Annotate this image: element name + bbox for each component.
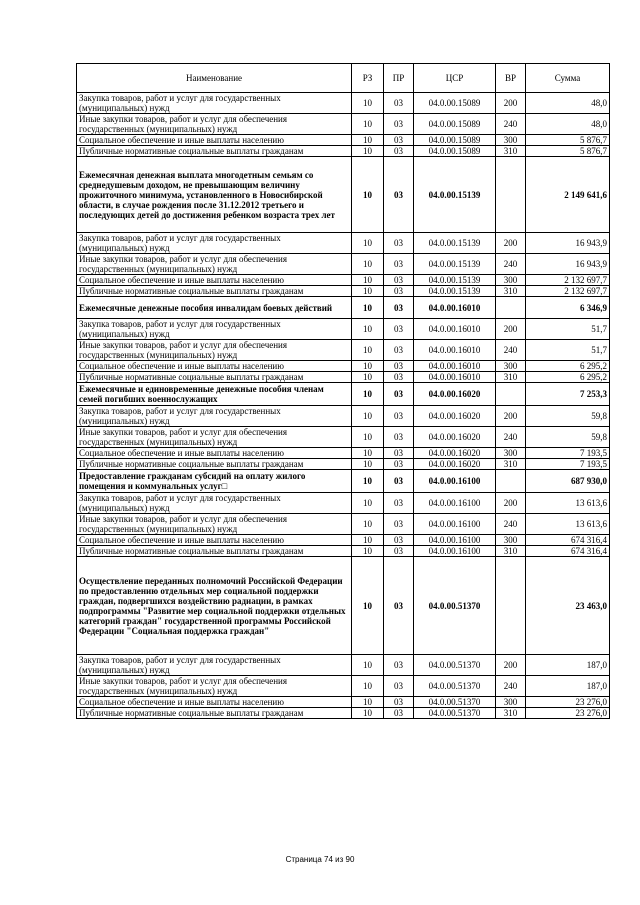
cell-name: Иные закупки товаров, работ и услуг для обеспечения государственных (муниципальных) нужд (77, 254, 352, 275)
cell-rz: 10 (352, 361, 384, 372)
cell-sum: 13 613,6 (526, 514, 610, 535)
cell-vr: 310 (496, 546, 526, 557)
cell-rz: 10 (352, 493, 384, 514)
cell-vr: 310 (496, 372, 526, 383)
table-row (77, 546, 610, 557)
table-header-row (77, 64, 610, 93)
page-footer: Страница 74 из 90 (285, 855, 355, 864)
table-row (77, 708, 610, 719)
cell-csr: 04.0.00.15139 (414, 157, 496, 233)
table-row (77, 135, 610, 146)
cell-sum: 6 295,2 (526, 361, 610, 372)
cell-name: Закупка товаров, работ и услуг для государственных (муниципальных) нужд (77, 655, 352, 676)
cell-rz: 10 (352, 146, 384, 157)
cell-rz: 10 (352, 655, 384, 676)
cell-pr: 03 (384, 470, 414, 493)
table-row (77, 93, 610, 114)
cell-csr: 04.0.00.15139 (414, 286, 496, 297)
table-row (77, 427, 610, 448)
header-vr: ВР (496, 64, 526, 93)
cell-name: Публичные нормативные социальные выплаты гражданам (77, 286, 352, 297)
cell-sum: 23 276,0 (526, 708, 610, 719)
cell-vr: 200 (496, 655, 526, 676)
cell-name: Публичные нормативные социальные выплаты гражданам (77, 546, 352, 557)
cell-rz: 10 (352, 372, 384, 383)
cell-name: Иные закупки товаров, работ и услуг для обеспечения государственных (муниципальных) нужд (77, 427, 352, 448)
cell-name: Иные закупки товаров, работ и услуг для обеспечения государственных (муниципальных) нужд (77, 514, 352, 535)
cell-name: Социальное обеспечение и иные выплаты населению (77, 697, 352, 708)
cell-rz: 10 (352, 546, 384, 557)
cell-vr: 310 (496, 459, 526, 470)
cell-rz: 10 (352, 448, 384, 459)
cell-sum: 5 876,7 (526, 146, 610, 157)
cell-rz: 10 (352, 93, 384, 114)
cell-pr: 03 (384, 286, 414, 297)
cell-name: Закупка товаров, работ и услуг для государственных (муниципальных) нужд (77, 493, 352, 514)
cell-pr: 03 (384, 427, 414, 448)
cell-pr: 03 (384, 146, 414, 157)
header-pr: ПР (384, 64, 414, 93)
cell-rz: 10 (352, 114, 384, 135)
cell-pr: 03 (384, 361, 414, 372)
cell-vr: 300 (496, 361, 526, 372)
table-row (77, 319, 610, 340)
cell-pr: 03 (384, 135, 414, 146)
cell-vr (496, 383, 526, 406)
table-row (77, 448, 610, 459)
cell-pr: 03 (384, 406, 414, 427)
cell-vr: 240 (496, 340, 526, 361)
table-row (77, 514, 610, 535)
cell-name: Социальное обеспечение и иные выплаты населению (77, 361, 352, 372)
cell-name: Публичные нормативные социальные выплаты гражданам (77, 372, 352, 383)
cell-pr: 03 (384, 340, 414, 361)
cell-name: Ежемесячные денежные пособия инвалидам боевых действий (77, 297, 352, 319)
table-row (77, 340, 610, 361)
cell-sum: 7 193,5 (526, 448, 610, 459)
cell-rz: 10 (352, 135, 384, 146)
cell-rz: 10 (352, 383, 384, 406)
cell-rz: 10 (352, 535, 384, 546)
cell-pr: 03 (384, 546, 414, 557)
cell-sum: 7 193,5 (526, 459, 610, 470)
table-row (77, 286, 610, 297)
cell-csr: 04.0.00.16020 (414, 448, 496, 459)
cell-name: Закупка товаров, работ и услуг для государственных (муниципальных) нужд (77, 233, 352, 254)
cell-pr: 03 (384, 448, 414, 459)
cell-rz: 10 (352, 286, 384, 297)
cell-sum: 187,0 (526, 655, 610, 676)
cell-csr: 04.0.00.16100 (414, 546, 496, 557)
table-row (77, 493, 610, 514)
cell-vr: 200 (496, 93, 526, 114)
cell-vr: 300 (496, 697, 526, 708)
cell-csr: 04.0.00.51370 (414, 697, 496, 708)
table-row-section (77, 157, 610, 233)
cell-rz: 10 (352, 233, 384, 254)
table-row (77, 372, 610, 383)
cell-sum: 2 132 697,7 (526, 275, 610, 286)
table-row (77, 361, 610, 372)
cell-name: Закупка товаров, работ и услуг для государственных (муниципальных) нужд (77, 319, 352, 340)
cell-vr: 300 (496, 135, 526, 146)
cell-pr: 03 (384, 157, 414, 233)
cell-rz: 10 (352, 708, 384, 719)
cell-name: Иные закупки товаров, работ и услуг для обеспечения государственных (муниципальных) нужд (77, 340, 352, 361)
table-row (77, 146, 610, 157)
cell-sum: 59,8 (526, 406, 610, 427)
cell-rz: 10 (352, 427, 384, 448)
cell-vr: 200 (496, 233, 526, 254)
cell-name: Ежемесячная денежная выплата многодетным семьям со среднедушевым доходом, не превышающим величину прожиточного минимума, установленного в Новосибирской области, в случае рождения после 31.12.2012 третьего и последующих детей до достижения ребенком возраста трех лет (77, 157, 352, 233)
cell-pr: 03 (384, 655, 414, 676)
cell-rz: 10 (352, 254, 384, 275)
cell-rz: 10 (352, 340, 384, 361)
cell-csr: 04.0.00.15139 (414, 254, 496, 275)
cell-csr: 04.0.00.15089 (414, 135, 496, 146)
cell-csr: 04.0.00.16100 (414, 535, 496, 546)
cell-name: Социальное обеспечение и иные выплаты населению (77, 275, 352, 286)
cell-name: Социальное обеспечение и иные выплаты населению (77, 535, 352, 546)
table-row (77, 655, 610, 676)
cell-csr: 04.0.00.16010 (414, 319, 496, 340)
table-row (77, 459, 610, 470)
cell-csr: 04.0.00.51370 (414, 708, 496, 719)
table-row-section (77, 557, 610, 655)
table-row-section (77, 297, 610, 319)
cell-sum: 674 316,4 (526, 546, 610, 557)
cell-vr: 240 (496, 427, 526, 448)
cell-sum: 23 463,0 (526, 557, 610, 655)
header-rz: РЗ (352, 64, 384, 93)
cell-sum: 48,0 (526, 93, 610, 114)
cell-sum: 59,8 (526, 427, 610, 448)
table-row-section (77, 383, 610, 406)
cell-rz: 10 (352, 297, 384, 319)
cell-rz: 10 (352, 319, 384, 340)
cell-csr: 04.0.00.16020 (414, 383, 496, 406)
cell-sum: 23 276,0 (526, 697, 610, 708)
cell-vr: 300 (496, 448, 526, 459)
cell-name: Предоставление гражданам субсидий на оплату жилого помещения и коммунальных услуг□ (77, 470, 352, 493)
table-row (77, 676, 610, 697)
table-row (77, 406, 610, 427)
cell-sum: 2 149 641,6 (526, 157, 610, 233)
cell-name: Социальное обеспечение и иные выплаты населению (77, 448, 352, 459)
cell-rz: 10 (352, 697, 384, 708)
cell-sum: 6 295,2 (526, 372, 610, 383)
cell-rz: 10 (352, 275, 384, 286)
cell-vr: 300 (496, 535, 526, 546)
cell-name: Ежемесячные и единовременные денежные пособия членам семей погибших военнослужащих (77, 383, 352, 406)
cell-rz: 10 (352, 676, 384, 697)
cell-csr: 04.0.00.16020 (414, 406, 496, 427)
cell-csr: 04.0.00.16100 (414, 514, 496, 535)
cell-pr: 03 (384, 383, 414, 406)
table-body (77, 93, 610, 719)
cell-csr: 04.0.00.16010 (414, 372, 496, 383)
cell-pr: 03 (384, 514, 414, 535)
cell-csr: 04.0.00.16020 (414, 427, 496, 448)
cell-name: Осуществление переданных полномочий Российской Федерации по предоставлению отдельных мер социальной поддержки граждан, подвергшихся воздействию радиации, в рамках подпрограммы "Развитие мер социальной поддержки отдельных категорий граждан" государственной программы Российской Федерации "Социальная поддержка граждан" (77, 557, 352, 655)
cell-vr: 310 (496, 286, 526, 297)
cell-sum: 687 930,0 (526, 470, 610, 493)
cell-pr: 03 (384, 319, 414, 340)
cell-csr: 04.0.00.16010 (414, 361, 496, 372)
cell-vr: 200 (496, 319, 526, 340)
cell-pr: 03 (384, 535, 414, 546)
cell-vr: 240 (496, 114, 526, 135)
cell-csr: 04.0.00.16010 (414, 340, 496, 361)
header-name: Наименование (77, 64, 352, 93)
cell-sum: 16 943,9 (526, 233, 610, 254)
cell-name: Иные закупки товаров, работ и услуг для обеспечения государственных (муниципальных) нужд (77, 114, 352, 135)
cell-csr: 04.0.00.15139 (414, 275, 496, 286)
cell-csr: 04.0.00.15089 (414, 93, 496, 114)
cell-vr (496, 470, 526, 493)
cell-sum: 187,0 (526, 676, 610, 697)
cell-csr: 04.0.00.15139 (414, 233, 496, 254)
cell-vr: 310 (496, 146, 526, 157)
cell-pr: 03 (384, 275, 414, 286)
cell-vr (496, 157, 526, 233)
cell-rz: 10 (352, 514, 384, 535)
table-row-section (77, 470, 610, 493)
cell-sum: 5 876,7 (526, 135, 610, 146)
cell-sum: 51,7 (526, 319, 610, 340)
cell-pr: 03 (384, 493, 414, 514)
cell-sum: 674 316,4 (526, 535, 610, 546)
cell-name: Публичные нормативные социальные выплаты гражданам (77, 708, 352, 719)
cell-name: Закупка товаров, работ и услуг для государственных (муниципальных) нужд (77, 93, 352, 114)
cell-vr: 240 (496, 254, 526, 275)
cell-csr: 04.0.00.16100 (414, 493, 496, 514)
cell-sum: 6 346,9 (526, 297, 610, 319)
cell-vr: 200 (496, 493, 526, 514)
cell-sum: 2 132 697,7 (526, 286, 610, 297)
cell-sum: 13 613,6 (526, 493, 610, 514)
cell-rz: 10 (352, 470, 384, 493)
cell-pr: 03 (384, 557, 414, 655)
cell-rz: 10 (352, 406, 384, 427)
table-row (77, 275, 610, 286)
table-row (77, 697, 610, 708)
cell-name: Закупка товаров, работ и услуг для государственных (муниципальных) нужд (77, 406, 352, 427)
header-csr: ЦСР (414, 64, 496, 93)
cell-pr: 03 (384, 459, 414, 470)
cell-pr: 03 (384, 254, 414, 275)
cell-pr: 03 (384, 697, 414, 708)
cell-csr: 04.0.00.15089 (414, 114, 496, 135)
cell-pr: 03 (384, 708, 414, 719)
cell-rz: 10 (352, 557, 384, 655)
cell-sum: 16 943,9 (526, 254, 610, 275)
cell-vr: 200 (496, 406, 526, 427)
cell-pr: 03 (384, 233, 414, 254)
cell-csr: 04.0.00.16020 (414, 459, 496, 470)
cell-csr: 04.0.00.51370 (414, 557, 496, 655)
cell-name: Социальное обеспечение и иные выплаты населению (77, 135, 352, 146)
cell-vr (496, 297, 526, 319)
cell-vr: 240 (496, 676, 526, 697)
table-row (77, 114, 610, 135)
cell-vr (496, 557, 526, 655)
table-row (77, 254, 610, 275)
cell-sum: 48,0 (526, 114, 610, 135)
cell-pr: 03 (384, 676, 414, 697)
cell-vr: 300 (496, 275, 526, 286)
cell-sum: 51,7 (526, 340, 610, 361)
cell-sum: 7 253,3 (526, 383, 610, 406)
cell-pr: 03 (384, 372, 414, 383)
cell-name: Публичные нормативные социальные выплаты гражданам (77, 146, 352, 157)
cell-rz: 10 (352, 157, 384, 233)
cell-pr: 03 (384, 114, 414, 135)
cell-pr: 03 (384, 93, 414, 114)
budget-table (76, 63, 610, 719)
cell-csr: 04.0.00.16100 (414, 470, 496, 493)
cell-rz: 10 (352, 459, 384, 470)
table-row (77, 233, 610, 254)
cell-name: Публичные нормативные социальные выплаты гражданам (77, 459, 352, 470)
cell-csr: 04.0.00.15089 (414, 146, 496, 157)
cell-name: Иные закупки товаров, работ и услуг для обеспечения государственных (муниципальных) нужд (77, 676, 352, 697)
cell-vr: 310 (496, 708, 526, 719)
cell-pr: 03 (384, 297, 414, 319)
table-row (77, 535, 610, 546)
cell-csr: 04.0.00.51370 (414, 676, 496, 697)
cell-csr: 04.0.00.16010 (414, 297, 496, 319)
cell-vr: 240 (496, 514, 526, 535)
cell-csr: 04.0.00.51370 (414, 655, 496, 676)
header-sum: Сумма (526, 64, 610, 93)
